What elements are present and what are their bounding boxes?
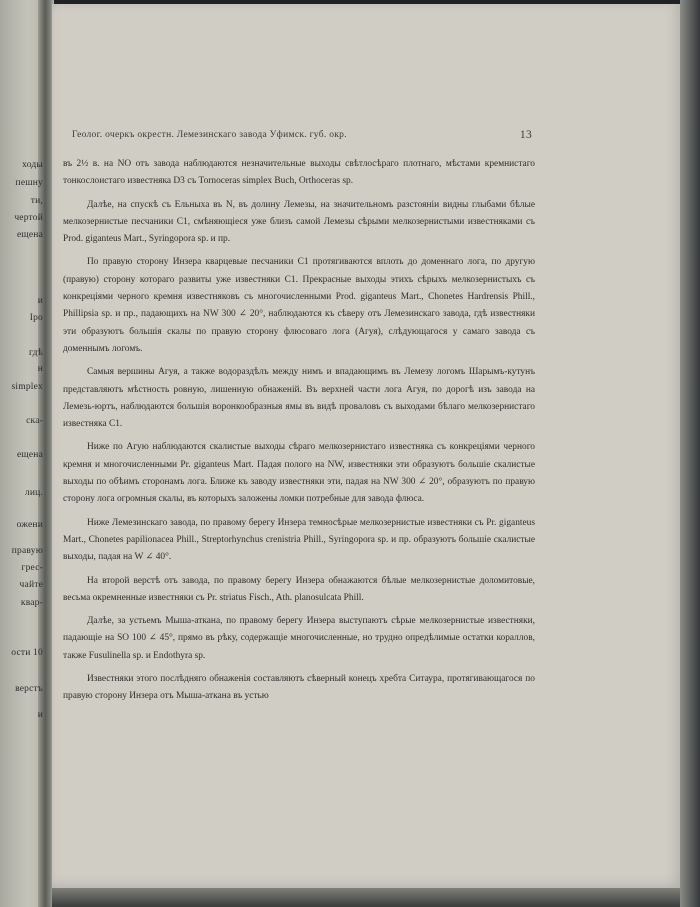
facing-page-text	[0, 0, 46, 907]
facing-page-fragment: ходы	[22, 160, 43, 170]
paragraph: Далѣе, за устьемъ Мыша-аткана, по правому берегу Инзера выступаютъ сѣрые мелкозернистые известняки, падающіе на SO 100 ∠ 45°, прямо въ рѣку, содержащіе многочисленные, но трудно опредѣлимые остатки кораллов, также Fusulinella sp. и Endothyra sp.	[63, 616, 535, 661]
paragraph: въ 2½ в. на NO отъ завода наблюдаются незначительные выходы свѣтлосѣраго плотнаго, мѣстами кремнистаго тонкослоистаго известняка D3 съ Tornoceras simplex Buch, Orthoceras sp.	[63, 159, 535, 187]
facing-page-fragment: чертой	[14, 213, 43, 223]
paragraph: Далѣе, на спускѣ съ Ельныха въ N, въ долину Лемезы, на значительномъ разстояніи видны глыбами бѣлые мелкозернистые песчаники C1, смѣняющіеся уже близъ самой Лемезы сѣрыми мелкозернистыми известняками съ Prod. giganteus Mart., Syringopora sp. и пр.	[63, 199, 535, 245]
facing-page-fragment: пешну	[15, 178, 43, 188]
facing-page-fragment: н	[37, 364, 43, 374]
page-number: 13	[519, 129, 532, 141]
facing-page-fragment: ости 10	[11, 648, 43, 658]
paragraph: По правую сторону Инзера кварцевые песчаники C1 протягиваются вплоть до доменнаго лога, по другую (правую) сторону котораго развиты уже известняки C1. Прекрасные выходы этихъ сѣрыхъ мелкозернистыхъ съ конкреціями черного кремня известняковъ съ многочисленными Prod. giganteus Mart., Chonetes Hardrensis Phill., Phillipsia sp. и пр., падающихъ на NW 300 ∠ 20°, наблюдаются къ сѣверу отъ Лемезинскаго завода, гдѣ известняки эти образуютъ большія скалы по правую сторону флюсоваго лога (Агуя), слѣдующагося у самаго завода съ доменнымъ логомъ.	[63, 257, 535, 354]
page-right-shadow	[680, 0, 700, 907]
facing-page-fragment: верстъ	[15, 684, 43, 694]
running-title: Геолог. очеркъ окрестн. Лемезинскаго завода Уфимск. губ. окр.	[72, 130, 347, 140]
facing-page-fragment: грес-	[21, 563, 43, 573]
paragraph: Самыя вершины Агуя, а также водораздѣлъ между нимъ и впадающимъ въ Лемезу логомъ Шарымъ-кутунъ представляютъ мѣстность ровную, лишенную обнаженій. Въ верхней части лога Агуя, по дорогѣ изъ завода на Лемезь-юртъ, наблюдаются большія воронкообразныя ямы въ видѣ проваловъ съ выходами бѣлаго мелкозернистаго известняка C1.	[63, 367, 535, 430]
facing-page-fragment: гдѣ	[28, 348, 43, 358]
facing-page-fragment: правую	[11, 546, 43, 556]
facing-page-fragment: и	[37, 710, 43, 720]
facing-page-fragment: Ipo	[29, 313, 43, 323]
paragraph: Ниже Лемезинскаго завода, по правому берегу Инзера темносѣрые мелкозернистые известняки съ Pr. giganteus Mart., Chonetes papilionacea Phill., Streptorhynchus crenistria Phill., Syringopora sp. и пр. образуютъ большіе скалистые выходы, падая на W ∠ 40°.	[63, 517, 535, 563]
paragraph: На второй верстѣ отъ завода, по правому берегу Инзера обнажаются бѣлые мелкозернистые доломитовые, весьма окремненные известняки съ Pr. striatus Fisch., Ath. planosulcata Phill.	[63, 575, 535, 603]
facing-page-fragment: ска-	[26, 416, 43, 426]
facing-page-fragment: ещена	[16, 450, 43, 460]
facing-page-fragment: ти,	[30, 196, 43, 206]
facing-page-fragment: лиц.	[24, 488, 43, 498]
paragraph: Известняки этого послѣдняго обнаженія составляютъ сѣверный конецъ хребта Ситаура, протягивающагося по правую сторону Инзера отъ Мыша-аткана въ устью	[63, 674, 535, 702]
facing-page-fragment: и	[37, 296, 43, 306]
page-body	[63, 156, 535, 712]
facing-page-fragment: ожени	[16, 520, 43, 530]
paragraph: Ниже по Агую наблюдаются скалистые выходы сѣраго мелкозернистаго известняка съ конкреціями черного кремня и многочисленными Pr. giganteus Mart. Падая полого на NW, известняки эти образуютъ большіе скалистые выходы по обѣимъ сторонамъ лога. Ближе къ заводу известняки эти, падая на NW 300 ∠ 20°, образуютъ по правую сторону лога огромныя скалы, въ которыхъ заложены ломки потребные для завода флюса.	[63, 442, 535, 505]
facing-page-fragment: квар-	[20, 598, 43, 608]
running-header	[72, 130, 532, 146]
facing-page-fragment: чайте	[19, 580, 43, 590]
facing-page-fragment: ещена	[16, 230, 43, 240]
facing-page-fragment: simplex	[11, 382, 43, 392]
page-bottom-shadow	[52, 888, 692, 907]
